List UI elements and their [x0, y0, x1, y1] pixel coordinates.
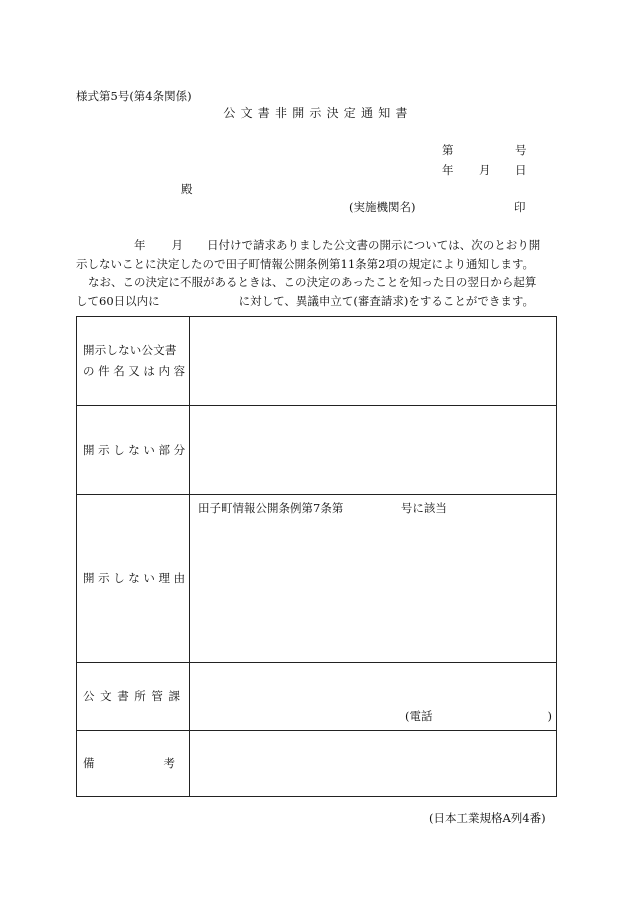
- reason-label-text: 開示しない理由: [83, 571, 189, 585]
- reason-label: [77, 495, 190, 663]
- department-field[interactable]: [190, 663, 557, 731]
- document-number-row: [442, 142, 532, 162]
- body-line-3: [76, 273, 556, 292]
- department-label-text: 公文書所管課: [83, 689, 186, 703]
- table-row: [77, 663, 557, 731]
- table-row: [77, 731, 557, 797]
- body-month: 月: [171, 238, 183, 252]
- body-line-4-start: して60日以内に: [76, 293, 160, 308]
- addressee: 殿: [181, 182, 193, 196]
- form-number: 様式第5号(第4条関係): [76, 89, 192, 103]
- table-row: [77, 406, 557, 495]
- remarks-label: [77, 731, 190, 797]
- notice-form-table: [76, 316, 557, 797]
- remarks-label-char-1: 備: [83, 756, 95, 770]
- number-prefix: 第: [442, 143, 454, 157]
- body-line-3-text: なお、この決定に不服があるときは、この決定のあったことを知った日の翌日から起算: [88, 275, 537, 289]
- agency-name-label: (実施機関名): [349, 200, 416, 214]
- table-row: [77, 495, 557, 663]
- notice-body: [76, 236, 556, 310]
- seal-mark: 印: [514, 200, 526, 214]
- number-date-block: [442, 142, 532, 182]
- remarks-label-char-2: 考: [163, 756, 175, 770]
- remarks-field[interactable]: [190, 731, 557, 797]
- paper-size-note: (日本工業規格A列4番): [429, 811, 546, 825]
- number-suffix: 号: [515, 143, 527, 157]
- date-day: 日: [515, 163, 527, 177]
- body-line-4-end: に対して、異議申立て(審査請求)をすることができます。: [238, 293, 534, 308]
- table-row: [77, 317, 557, 406]
- body-line-4: [76, 292, 556, 311]
- date-month: 月: [479, 163, 491, 177]
- body-line-1: [76, 236, 556, 255]
- department-label: [77, 663, 190, 731]
- document-name-label-line-2: の件名又は内容: [83, 364, 189, 378]
- body-line-1-text: 日付けで請求ありました公文書の開示については、次のとおり開: [207, 238, 541, 252]
- document-name-field[interactable]: [190, 317, 557, 406]
- document-name-label: [77, 317, 190, 406]
- withheld-part-field[interactable]: [190, 406, 557, 495]
- body-year: 年: [134, 238, 146, 252]
- withheld-part-label-text: 開示しない部分: [83, 442, 189, 457]
- document-title: 公文書非開示決定通知書: [223, 106, 413, 120]
- reason-text: 田子町情報公開条例第7条第 号に該当: [198, 501, 447, 515]
- body-line-2: 示しないことに決定したので田子町情報公開条例第11条第2項の規定により通知します。: [76, 256, 535, 271]
- phone-text: (電話 ): [405, 709, 552, 723]
- withheld-part-label: [77, 406, 190, 495]
- reason-field[interactable]: [190, 495, 557, 663]
- date-row: [442, 162, 532, 182]
- document-name-label-line-1: 開示しない公文書: [83, 343, 177, 357]
- date-year: 年: [442, 163, 454, 177]
